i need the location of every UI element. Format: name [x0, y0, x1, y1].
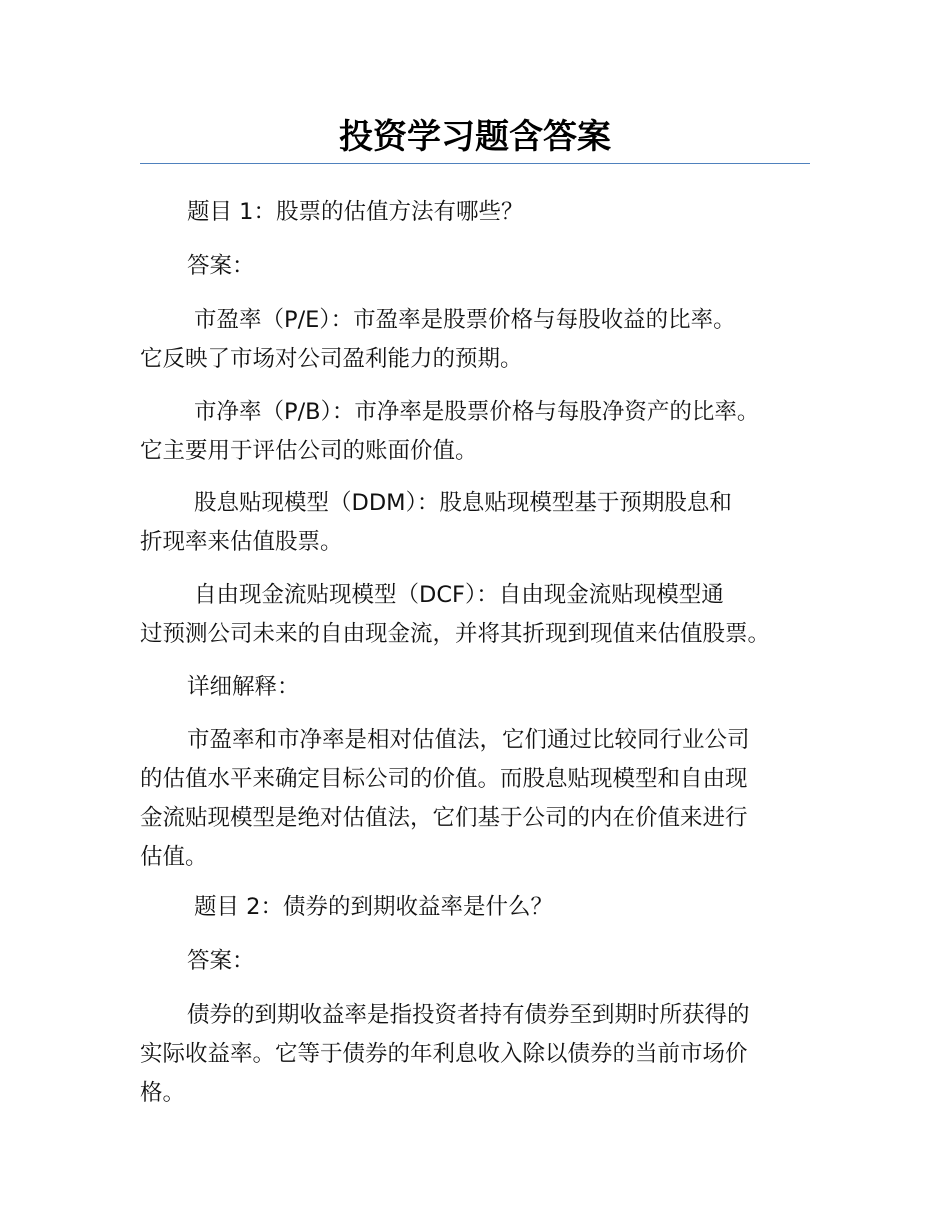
answer-item-dcf — [140, 576, 830, 654]
answer-item-pe-line1: 市盈率（P/E）：市盈率是股票价格与每股收益的比率。 — [194, 307, 736, 333]
title-underline — [140, 163, 810, 164]
answer-item-pb-line2: 它主要用于评估公司的账面价值。 — [140, 438, 478, 464]
answer-item-dcf-line2: 过预测公司未来的自由现金流，并将其折现到现值来估值股票。 — [140, 621, 771, 647]
explanation-line: 金流贴现模型是绝对估值法，它们基于公司的内在价值来进行 — [140, 805, 748, 831]
answer-item-ddm-line2: 折现率来估值股票。 — [140, 529, 343, 555]
explanation-paragraph — [140, 721, 830, 877]
answer-label-1 — [140, 247, 830, 286]
answer-2-line: 债券的到期收益率是指投资者持有债券至到期时所获得的 — [187, 1002, 750, 1028]
explanation-line: 市盈率和市净率是相对估值法，它们通过比较同行业公司 — [187, 727, 750, 753]
answer-item-pb-line1: 市净率（P/B）：市净率是股票价格与每股净资产的比率。 — [194, 399, 760, 425]
answer-2-line: 实际收益率。它等于债券的年利息收入除以债券的当前市场价 — [140, 1041, 748, 1067]
answer-label-1-text: 答案： — [187, 253, 255, 279]
answer-item-ddm-line1: 股息贴现模型（DDM）：股息贴现模型基于预期股息和 — [194, 490, 732, 516]
document-title: 投资学习题含答案 — [339, 117, 611, 157]
answer-item-pe-line2: 它反映了市场对公司盈利能力的预期。 — [140, 346, 523, 372]
answer-2-paragraph — [140, 996, 830, 1113]
explanation-line: 估值。 — [140, 844, 208, 870]
question-1 — [140, 193, 830, 232]
answer-2-line: 格。 — [140, 1080, 186, 1106]
explanation-line: 的估值水平来确定目标公司的价值。而股息贴现模型和自由现 — [140, 766, 748, 792]
question-2 — [140, 888, 830, 927]
question-2-text: 题目 2：债券的到期收益率是什么？ — [194, 894, 553, 920]
explanation-label-text: 详细解释： — [187, 674, 300, 700]
answer-item-dcf-line1: 自由现金流贴现模型（DCF）：自由现金流贴现模型通 — [194, 582, 724, 608]
answer-label-2 — [140, 942, 830, 981]
explanation-label — [140, 668, 830, 707]
answer-label-2-text: 答案： — [187, 948, 255, 974]
answer-item-pe — [140, 301, 830, 379]
answer-item-pb — [140, 393, 830, 471]
answer-item-ddm — [140, 484, 830, 562]
question-1-text: 题目 1：股票的估值方法有哪些？ — [187, 199, 524, 225]
